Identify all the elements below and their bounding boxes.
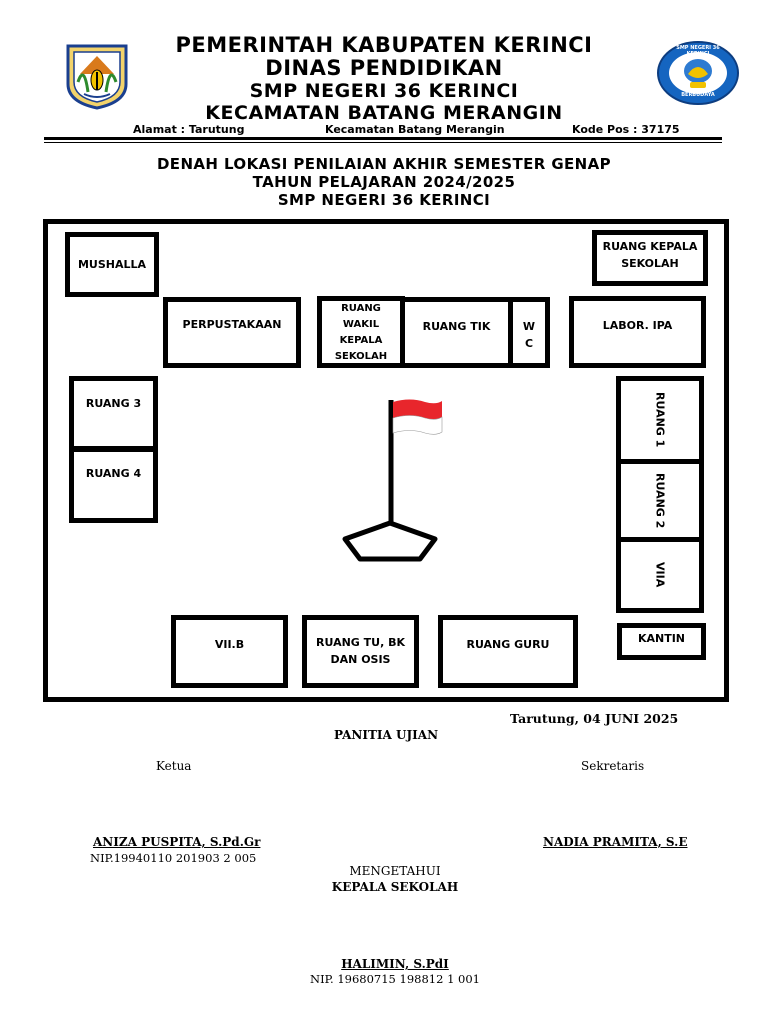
- room-wc: [508, 297, 550, 368]
- room-tu-bk-osis: [302, 615, 419, 688]
- room-perpustakaan: [163, 297, 301, 368]
- room-2: [616, 459, 704, 542]
- header-government: PEMERINTAH KABUPATEN KERINCI: [175, 33, 593, 57]
- header-school: SMP NEGERI 36 KERINCI: [249, 80, 519, 102]
- room-kepala-label-1: RUANG KEPALA: [602, 240, 698, 253]
- room-wc-label-2: C: [524, 337, 534, 350]
- room-tik: [400, 297, 513, 368]
- room-tu-label-2: DAN OSIS: [330, 653, 391, 666]
- school-logo-motto: BERBUDAYA: [681, 92, 715, 98]
- room-labor-label: LABOR. IPA: [602, 319, 673, 332]
- ketua-nip: NIP.19940110 201903 2 005: [90, 851, 257, 865]
- committee-title: PANITIA UJIAN: [333, 728, 439, 742]
- room-perpustakaan-label: PERPUSTAKAAN: [182, 318, 282, 331]
- room-mushalla-label: MUSHALLA: [77, 258, 147, 271]
- header-district: KECAMATAN BATANG MERANGIN: [205, 102, 563, 124]
- room-guru-label: RUANG GURU: [466, 638, 550, 651]
- room-wakil-label-4: SEKOLAH: [334, 351, 388, 362]
- map-title: DENAH LOKASI PENILAIAN AKHIR SEMESTER GENAP: [156, 155, 612, 173]
- room-wakil-label-2: WAKIL: [342, 319, 380, 330]
- room-wc-label-1: W: [522, 320, 536, 333]
- room-kantin-label: KANTIN: [637, 632, 686, 645]
- room-viia: [616, 537, 704, 613]
- room-labor-ipa: [569, 296, 706, 368]
- room-kantin: [617, 623, 706, 660]
- header-rule-thick: [44, 137, 722, 140]
- school-logo-text: SMP NEGERI 36 KERINCI: [676, 45, 720, 57]
- room-wakil-label-1: RUANG: [341, 303, 381, 314]
- room-1: [616, 376, 704, 464]
- header-address: Alamat : Tarutung: [133, 123, 245, 136]
- flag-base: [345, 523, 435, 559]
- room-2-label: RUANG 2: [653, 472, 667, 529]
- room-guru: [438, 615, 578, 688]
- room-wakil-label-3: KEPALA: [339, 335, 383, 346]
- map-year: TAHUN PELAJARAN 2024/2025: [252, 173, 516, 191]
- mengetahui-label: MENGETAHUI: [349, 864, 441, 878]
- room-viia-label: VIIA: [653, 562, 667, 588]
- room-mushalla: [65, 232, 159, 297]
- header-department: DINAS PENDIDIKAN: [265, 56, 503, 80]
- room-kepala-label-2: SEKOLAH: [621, 257, 679, 270]
- kepala-nip: NIP. 19680715 198812 1 001: [310, 972, 480, 986]
- kepala-name: HALIMIN, S.PdI: [341, 957, 449, 971]
- room-4-label: RUANG 4: [85, 467, 142, 480]
- kepala-label: KEPALA SEKOLAH: [331, 880, 459, 894]
- room-wakil-kepala: [317, 296, 405, 368]
- ketua-name: ANIZA PUSPITA, S.Pd.Gr: [93, 835, 261, 849]
- flag-pole: [340, 395, 450, 565]
- map-school: SMP NEGERI 36 KERINCI: [277, 191, 491, 209]
- header-postcode: Kode Pos : 37175: [572, 123, 680, 136]
- room-3: [69, 376, 158, 452]
- header-subdistrict: Kecamatan Batang Merangin: [325, 123, 505, 136]
- place-date: Tarutung, 04 JUNI 2025: [510, 711, 679, 726]
- header-rule-thin: [44, 142, 722, 143]
- room-1-label: RUANG 1: [653, 392, 667, 448]
- ketua-label: Ketua: [156, 759, 192, 773]
- room-tik-label: RUANG TIK: [422, 320, 491, 333]
- room-4: [69, 446, 158, 523]
- room-3-label: RUANG 3: [85, 397, 142, 410]
- sekretaris-label: Sekretaris: [581, 759, 645, 773]
- room-kepala-sekolah: [592, 230, 708, 286]
- room-viib: [171, 615, 288, 688]
- indonesian-flag-icon: [393, 400, 442, 435]
- room-tu-label-1: RUANG TU, BK: [316, 636, 405, 649]
- room-viib-label: VII.B: [214, 638, 245, 651]
- sekretaris-name: NADIA PRAMITA, S.E: [543, 835, 688, 849]
